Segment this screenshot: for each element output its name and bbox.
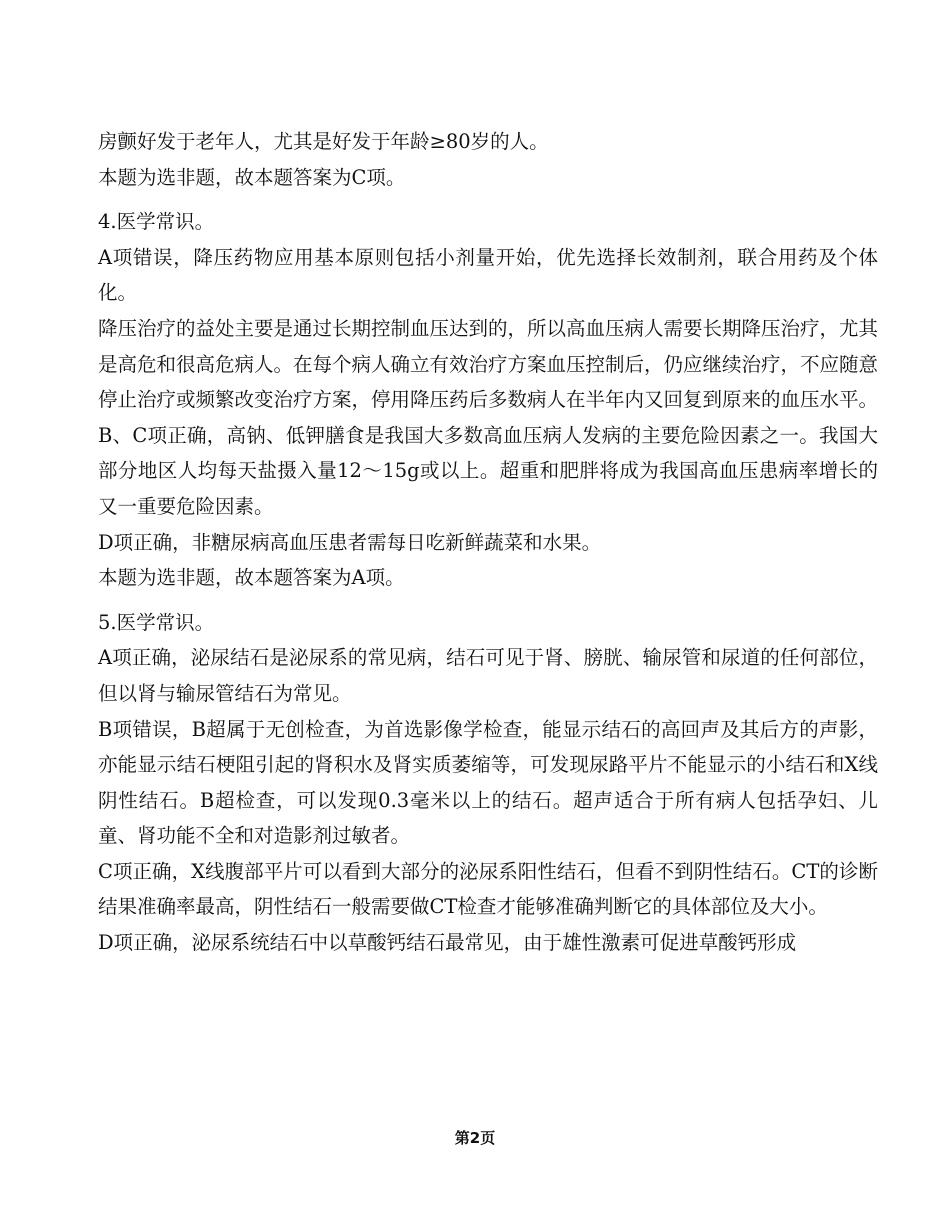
page-number: 第2页	[454, 1129, 496, 1147]
paragraph: C项正确，X线腹部平片可以看到大部分的泌尿系阳性结石，但看不到阴性结石。CT的诊断结果准确率最高，阴性结石一般需要做CT检查才能够准确判断它的具体部位及大小。	[98, 859, 878, 919]
paragraph: B、C项正确，高钠、低钾膳食是我国大多数高血压病人发病的主要危险因素之一。我国大部分地区人均每天盐摄入量12～15g或以上。超重和肥胖将成为我国高血压患病率增长的又一重要危险因素。	[98, 423, 878, 518]
paragraph: A项错误，降压药物应用基本原则包括小剂量开始，优先选择长效制剂，联合用药及个体化。	[98, 245, 878, 305]
paragraph: 本题为选非题，故本题答案为C项。	[98, 165, 406, 189]
paragraph: B项错误，B超属于无创检查，为首选影像学检查，能显示结石的高回声及其后方的声影，亦能显示结石梗阻引起的肾积水及肾实质萎缩等，可发现尿路平片不能显示的小结石和X线阴性结石。B超检查，可以发现0.3毫米以上的结石。超声适合于所有病人包括孕妇、儿童、肾功能不全和对造影剂过敏者。	[98, 717, 878, 848]
paragraph: D项正确，泌尿系统结石中以草酸钙结石最常见，由于雄性激素可促进草酸钙形成	[98, 931, 797, 955]
paragraph: 降压治疗的益处主要是通过长期控制血压达到的，所以高血压病人需要长期降压治疗，尤其是高危和很高危病人。在每个病人确立有效治疗方案血压控制后，仍应继续治疗，不应随意停止治疗或频繁改变治疗方案，停用降压药后多数病人在半年内又回复到原来的血压水平。	[98, 316, 879, 412]
paragraph: 房颤好发于老年人，尤其是好发于年龄≥80岁的人。	[98, 130, 549, 153]
paragraph: A项正确，泌尿结石是泌尿系的常见病，结石可见于肾、膀胱、输尿管和尿道的任何部位，但以肾与输尿管结石为常见。	[98, 646, 878, 705]
page-body	[98, 124, 878, 961]
paragraph: 本题为选非题，故本题答案为A项。	[98, 566, 405, 590]
paragraph: D项正确，非糖尿病高血压患者需每日吃新鲜蔬菜和水果。	[98, 530, 602, 554]
section-heading: 4.医学常识。	[98, 210, 215, 234]
section-heading: 5.医学常识。	[98, 610, 215, 634]
